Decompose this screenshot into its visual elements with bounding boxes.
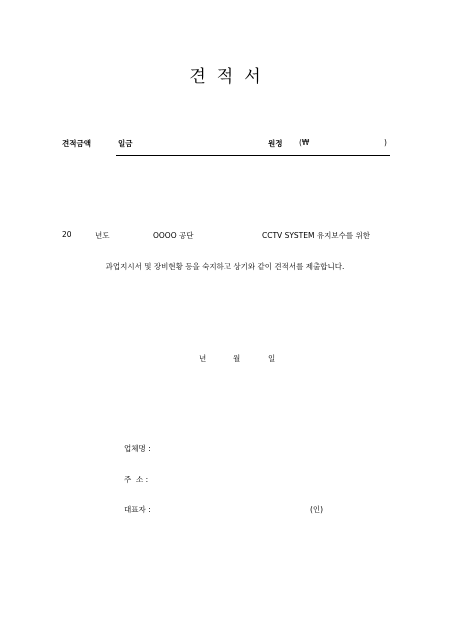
representative-label: 대표자 : <box>124 505 151 514</box>
amount-underline <box>116 155 390 156</box>
document-title: 견적서 <box>189 67 272 87</box>
year-prefix: 20 <box>62 230 72 239</box>
won-symbol-open: (₩ <box>299 138 310 147</box>
seal-mark: (인) <box>310 505 324 514</box>
year-suffix: 년도 <box>95 231 110 240</box>
project-subject: CCTV SYSTEM 유지보수를 위한 <box>262 231 370 240</box>
il-geum-label: 일금 <box>118 139 133 148</box>
organization-name: OOOO 공단 <box>153 231 194 240</box>
won-close-paren: ) <box>384 138 387 147</box>
date-month: 월 <box>233 354 241 363</box>
amount-label: 견적금액 <box>62 139 91 148</box>
company-name-label: 업체명 : <box>124 444 151 453</box>
won-jeong-label: 원정 <box>268 139 283 148</box>
date-year: 년 <box>199 354 207 363</box>
address-label: 주 소 : <box>124 475 149 484</box>
date-day: 일 <box>268 354 276 363</box>
submission-sentence: 과업지시서 및 장비현황 등을 숙지하고 상기와 같이 견적서를 제출합니다. <box>105 262 345 271</box>
